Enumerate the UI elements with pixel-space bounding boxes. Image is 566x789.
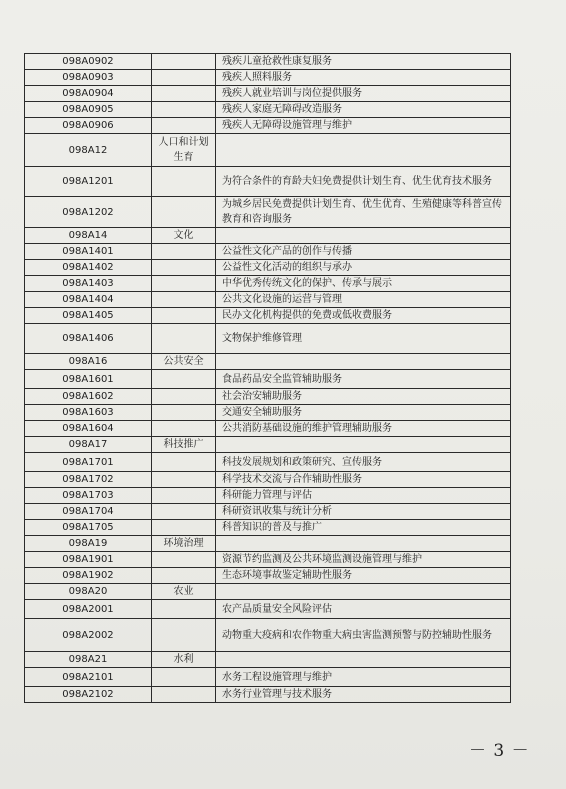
code-cell: 098A0905 — [25, 102, 152, 118]
table-row — [25, 687, 511, 703]
table-row — [25, 134, 511, 167]
category-cell — [152, 600, 216, 619]
service-cell: 为符合条件的育龄夫妇免费提供计划生育、优生优育技术服务 — [216, 167, 511, 197]
code-cell: 098A1402 — [25, 260, 152, 276]
table-row — [25, 472, 511, 488]
category-cell — [152, 260, 216, 276]
service-cell: 科技发展规划和政策研究、宣传服务 — [216, 453, 511, 472]
code-cell: 098A2002 — [25, 619, 152, 652]
category-cell: 公共安全 — [152, 354, 216, 370]
service-cell: 民办文化机构提供的免费或低收费服务 — [216, 308, 511, 324]
table-row — [25, 70, 511, 86]
service-cell: 中华优秀传统文化的保护、传承与展示 — [216, 276, 511, 292]
table-row — [25, 276, 511, 292]
table-row — [25, 260, 511, 276]
table-row — [25, 228, 511, 244]
table-row — [25, 86, 511, 102]
code-cell: 098A1401 — [25, 244, 152, 260]
category-cell — [152, 504, 216, 520]
service-cell: 水务工程设施管理与维护 — [216, 668, 511, 687]
service-cell: 残疾人无障碍设施管理与维护 — [216, 118, 511, 134]
category-cell — [152, 308, 216, 324]
service-cell: 残疾儿童抢救性康复服务 — [216, 54, 511, 70]
code-cell: 098A0902 — [25, 54, 152, 70]
code-cell: 098A1602 — [25, 389, 152, 405]
code-cell: 098A1701 — [25, 453, 152, 472]
category-cell — [152, 488, 216, 504]
category-cell: 文化 — [152, 228, 216, 244]
code-cell: 098A1202 — [25, 197, 152, 228]
table-row — [25, 54, 511, 70]
table-row — [25, 354, 511, 370]
service-cell: 公共文化设施的运营与管理 — [216, 292, 511, 308]
service-cell — [216, 354, 511, 370]
code-cell: 098A1601 — [25, 370, 152, 389]
code-cell: 098A1604 — [25, 421, 152, 437]
code-cell: 098A0903 — [25, 70, 152, 86]
table-body — [25, 54, 511, 703]
code-cell: 098A1704 — [25, 504, 152, 520]
table-row — [25, 389, 511, 405]
service-cell — [216, 437, 511, 453]
category-cell — [152, 167, 216, 197]
category-cell — [152, 324, 216, 354]
service-cell: 水务行业管理与技术服务 — [216, 687, 511, 703]
service-cell: 为城乡居民免费提供计划生育、优生优育、生殖健康等科普宣传教育和咨询服务 — [216, 197, 511, 228]
table-row — [25, 167, 511, 197]
code-cell: 098A19 — [25, 536, 152, 552]
table-row — [25, 244, 511, 260]
service-cell: 农产品质量安全风险评估 — [216, 600, 511, 619]
category-cell — [152, 668, 216, 687]
table-row — [25, 552, 511, 568]
category-cell — [152, 552, 216, 568]
category-cell — [152, 389, 216, 405]
service-cell: 科研资讯收集与统计分析 — [216, 504, 511, 520]
table-row — [25, 118, 511, 134]
table-row — [25, 652, 511, 668]
service-cell: 交通安全辅助服务 — [216, 405, 511, 421]
code-cell: 098A1901 — [25, 552, 152, 568]
table-row — [25, 102, 511, 118]
code-cell: 098A1404 — [25, 292, 152, 308]
table-row — [25, 324, 511, 354]
service-cell: 公共消防基础设施的维护管理辅助服务 — [216, 421, 511, 437]
code-cell: 098A14 — [25, 228, 152, 244]
service-cell: 社会治安辅助服务 — [216, 389, 511, 405]
code-cell: 098A1902 — [25, 568, 152, 584]
table-row — [25, 405, 511, 421]
table-row — [25, 488, 511, 504]
code-cell: 098A1702 — [25, 472, 152, 488]
table-row — [25, 536, 511, 552]
table-row — [25, 453, 511, 472]
code-cell: 098A1406 — [25, 324, 152, 354]
table-row — [25, 308, 511, 324]
service-cell: 公益性文化产品的创作与传播 — [216, 244, 511, 260]
code-cell: 098A1603 — [25, 405, 152, 421]
table-row — [25, 568, 511, 584]
code-cell: 098A1405 — [25, 308, 152, 324]
service-cell: 残疾人家庭无障碍改造服务 — [216, 102, 511, 118]
code-cell: 098A1403 — [25, 276, 152, 292]
code-cell: 098A20 — [25, 584, 152, 600]
category-cell — [152, 370, 216, 389]
category-cell — [152, 619, 216, 652]
code-cell: 098A21 — [25, 652, 152, 668]
service-cell: 科研能力管理与评估 — [216, 488, 511, 504]
service-cell: 资源节约监测及公共环境监测设施管理与维护 — [216, 552, 511, 568]
code-cell: 098A2102 — [25, 687, 152, 703]
table-row — [25, 292, 511, 308]
code-cell: 098A2101 — [25, 668, 152, 687]
code-cell: 098A2001 — [25, 600, 152, 619]
category-cell: 水利 — [152, 652, 216, 668]
code-cell: 098A0904 — [25, 86, 152, 102]
table-row — [25, 197, 511, 228]
code-cell: 098A12 — [25, 134, 152, 167]
category-cell — [152, 472, 216, 488]
category-cell — [152, 405, 216, 421]
category-cell — [152, 54, 216, 70]
service-cell: 科学技术交流与合作辅助性服务 — [216, 472, 511, 488]
page-number: － 3 － — [469, 741, 530, 761]
code-cell: 098A0906 — [25, 118, 152, 134]
table-row — [25, 600, 511, 619]
category-cell — [152, 276, 216, 292]
service-cell: 残疾人就业培训与岗位提供服务 — [216, 86, 511, 102]
table-row — [25, 668, 511, 687]
service-cell — [216, 228, 511, 244]
service-catalog-table — [24, 53, 511, 703]
code-cell: 098A16 — [25, 354, 152, 370]
service-cell — [216, 652, 511, 668]
service-cell: 公益性文化活动的组织与承办 — [216, 260, 511, 276]
category-cell: 环境治理 — [152, 536, 216, 552]
category-cell — [152, 453, 216, 472]
table-row — [25, 370, 511, 389]
code-cell: 098A1705 — [25, 520, 152, 536]
category-cell — [152, 687, 216, 703]
category-cell — [152, 70, 216, 86]
service-cell: 文物保护维修管理 — [216, 324, 511, 354]
category-cell — [152, 86, 216, 102]
category-cell — [152, 520, 216, 536]
category-cell: 人口和计划生育 — [152, 134, 216, 167]
category-cell — [152, 102, 216, 118]
code-cell: 098A1703 — [25, 488, 152, 504]
table-row — [25, 437, 511, 453]
code-cell: 098A1201 — [25, 167, 152, 197]
service-cell: 食品药品安全监管辅助服务 — [216, 370, 511, 389]
table-row — [25, 584, 511, 600]
category-cell — [152, 244, 216, 260]
table-row — [25, 520, 511, 536]
service-cell: 生态环境事故鉴定辅助性服务 — [216, 568, 511, 584]
category-cell: 科技推广 — [152, 437, 216, 453]
category-cell — [152, 568, 216, 584]
service-cell — [216, 584, 511, 600]
service-cell: 残疾人照料服务 — [216, 70, 511, 86]
category-cell — [152, 118, 216, 134]
category-cell — [152, 197, 216, 228]
table-row — [25, 619, 511, 652]
category-cell: 农业 — [152, 584, 216, 600]
code-cell: 098A17 — [25, 437, 152, 453]
service-cell: 动物重大疫病和农作物重大病虫害监测预警与防控辅助性服务 — [216, 619, 511, 652]
category-cell — [152, 292, 216, 308]
service-cell — [216, 134, 511, 167]
service-cell: 科普知识的普及与推广 — [216, 520, 511, 536]
table-row — [25, 504, 511, 520]
table-row — [25, 421, 511, 437]
service-cell — [216, 536, 511, 552]
category-cell — [152, 421, 216, 437]
